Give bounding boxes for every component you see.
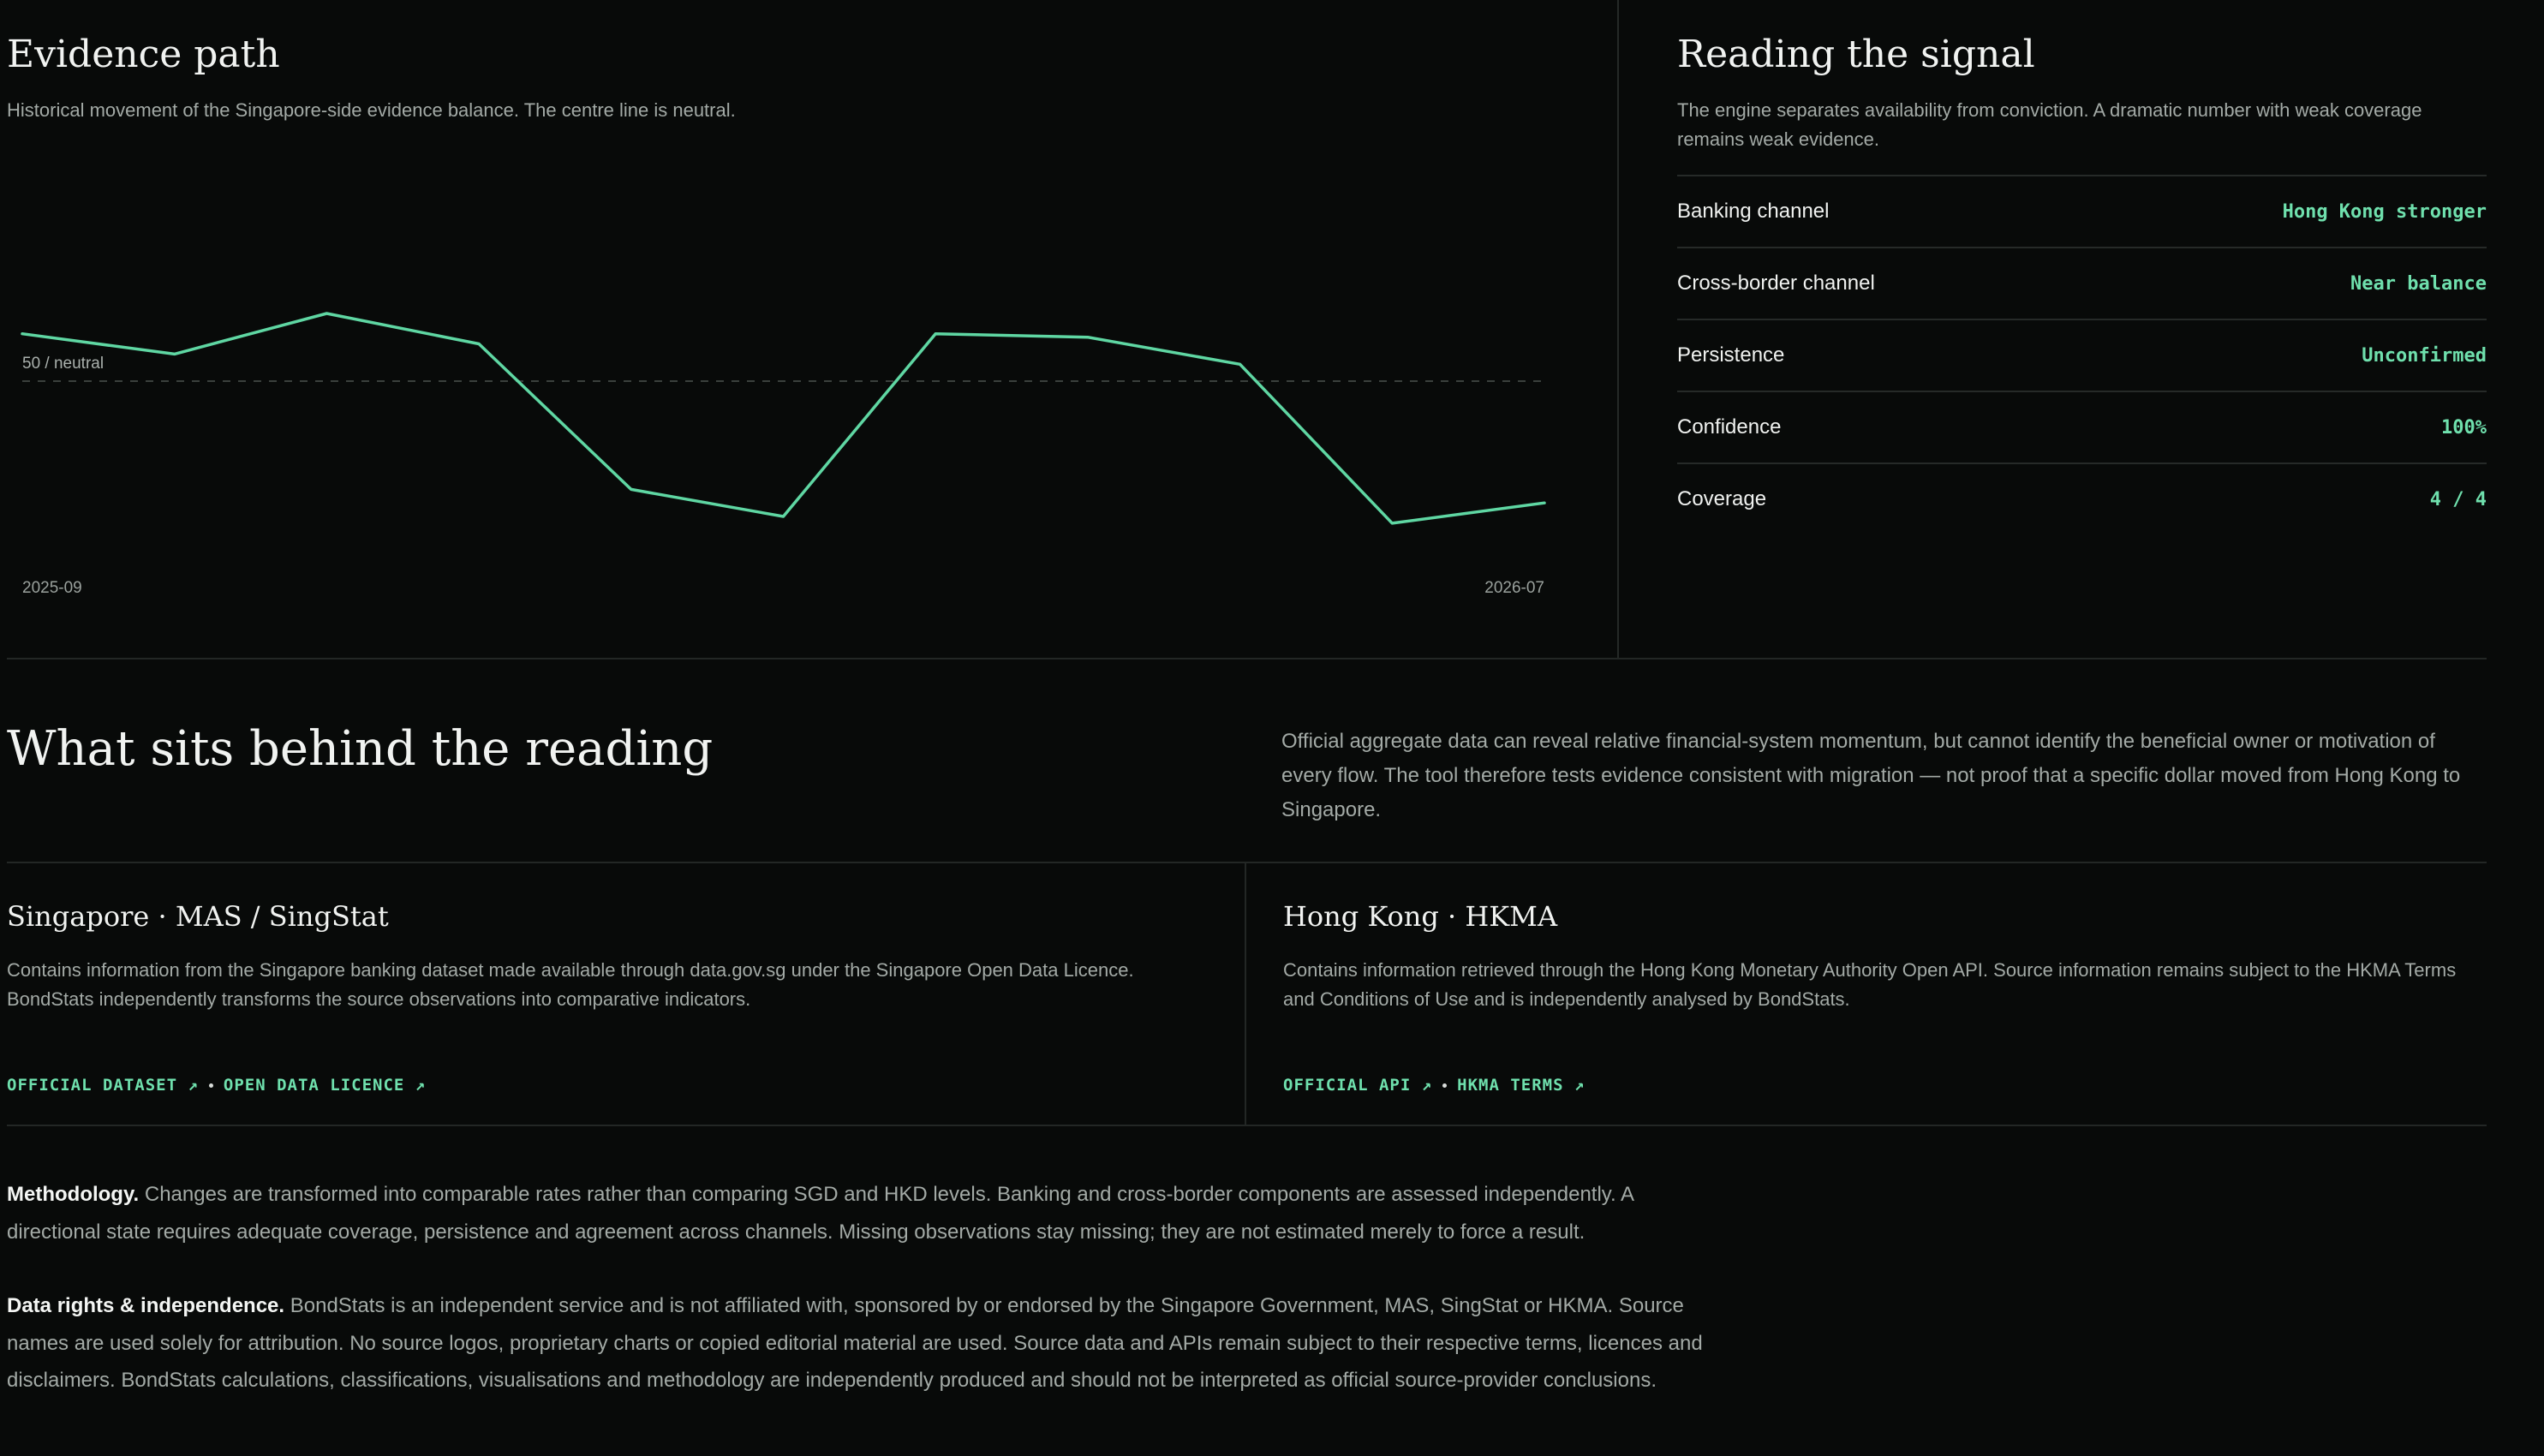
source-hong-kong: [1283, 863, 2491, 1125]
reading-signal-panel: [1677, 0, 2487, 659]
source-singapore: [7, 863, 1223, 1125]
signal-label: Confidence: [1677, 415, 1782, 439]
signal-label: Coverage: [1677, 487, 1767, 510]
signal-value: 100%: [2441, 416, 2487, 439]
methodology-label: Methodology.: [7, 1183, 140, 1206]
source-links: [1283, 1076, 1585, 1095]
signal-row-cross-border: [1677, 247, 2487, 319]
signal-value: Hong Kong stronger: [2282, 200, 2487, 223]
data-rights-note: [7, 1287, 1720, 1399]
source-title: Singapore · MAS / SingStat: [7, 900, 389, 933]
signal-value: 4 / 4: [2429, 488, 2487, 510]
official-api-link[interactable]: OFFICIAL API ↗: [1283, 1076, 1433, 1095]
signal-rows: [1677, 175, 2487, 534]
signal-row-confidence: [1677, 391, 2487, 462]
signal-value: Unconfirmed: [2362, 344, 2487, 367]
behind-title: What sits behind the reading: [7, 721, 714, 777]
link-separator: [209, 1083, 213, 1088]
evidence-title: Evidence path: [7, 33, 280, 76]
official-dataset-link[interactable]: OFFICIAL DATASET ↗: [7, 1076, 199, 1095]
hkma-terms-link[interactable]: HKMA TERMS ↗: [1457, 1076, 1586, 1095]
signal-title: Reading the signal: [1677, 33, 2035, 76]
x-tick-label-start: 2025-09: [22, 579, 82, 597]
evidence-subtitle: Historical movement of the Singapore-side evidence balance. The centre line is neutral.: [7, 99, 736, 121]
source-divider: [1245, 863, 1246, 1125]
evidence-path-panel: [7, 0, 1617, 659]
source-text: Contains information retrieved through the Hong Kong Monetary Authority Open API. Source information remains subject to the HKMA Terms and Conditions of Use and is independently analysed by BondStats.: [1283, 959, 2457, 1010]
methodology-note: [7, 1176, 1720, 1250]
panel-divider: [1617, 0, 1619, 659]
link-separator: [1442, 1083, 1447, 1088]
signal-label: Banking channel: [1677, 200, 1830, 223]
data-rights-text: BondStats is an independent service and is not affiliated with, sponsored by or endorsed by the Singapore Government, MAS, SingStat or HKMA. Source names are used solely for attribution. No source logos, proprietary charts or copied editorial material are used. Source data and APIs remain subject to their respective terms, licences and disclaimers. BondStats calculations, classifications, visualisations and methodology are independently produced and should not be interpreted as official source-provider conclusions.: [7, 1294, 1703, 1392]
signal-subtitle: The engine separates availability from conviction. A dramatic number with weak coverage remains weak evidence.: [1677, 99, 2422, 150]
open-data-licence-link[interactable]: OPEN DATA LICENCE ↗: [223, 1076, 427, 1095]
source-text: Contains information from the Singapore banking dataset made available through data.gov.sg under the Singapore Open Data Licence. BondStats independently transforms the source observations into comparative indicators.: [7, 959, 1134, 1010]
neutral-label: 50 / neutral: [22, 355, 105, 373]
section-divider: [7, 1125, 2487, 1126]
series-line: [22, 313, 1544, 523]
source-links: [7, 1076, 426, 1095]
signal-label: Cross-border channel: [1677, 272, 1875, 295]
signal-value: Near balance: [2350, 272, 2487, 295]
signal-row-banking: [1677, 175, 2487, 247]
x-tick-label-end: 2026-07: [1484, 579, 1544, 597]
series-points: [22, 313, 1544, 523]
data-rights-label: Data rights & independence.: [7, 1294, 285, 1317]
behind-text: Official aggregate data can reveal relative financial-system momentum, but cannot identify the beneficial owner or motivation of every flow. The tool therefore tests evidence consistent with migration — not proof that a specific dollar moved from Hong Kong to Singapore.: [1281, 730, 2461, 821]
signal-label: Persistence: [1677, 343, 1785, 367]
source-title: Hong Kong · HKMA: [1283, 900, 1558, 933]
signal-row-persistence: [1677, 319, 2487, 391]
section-divider: [7, 658, 2487, 659]
methodology-text: Changes are transformed into comparable rates rather than comparing SGD and HKD levels. Banking and cross-border components are assessed independently. A directional state requires adequate coverage, persistence and agreement across channels. Missing observations stay missing; they are not estimated merely to force a result.: [7, 1183, 1633, 1244]
signal-row-coverage: [1677, 462, 2487, 534]
